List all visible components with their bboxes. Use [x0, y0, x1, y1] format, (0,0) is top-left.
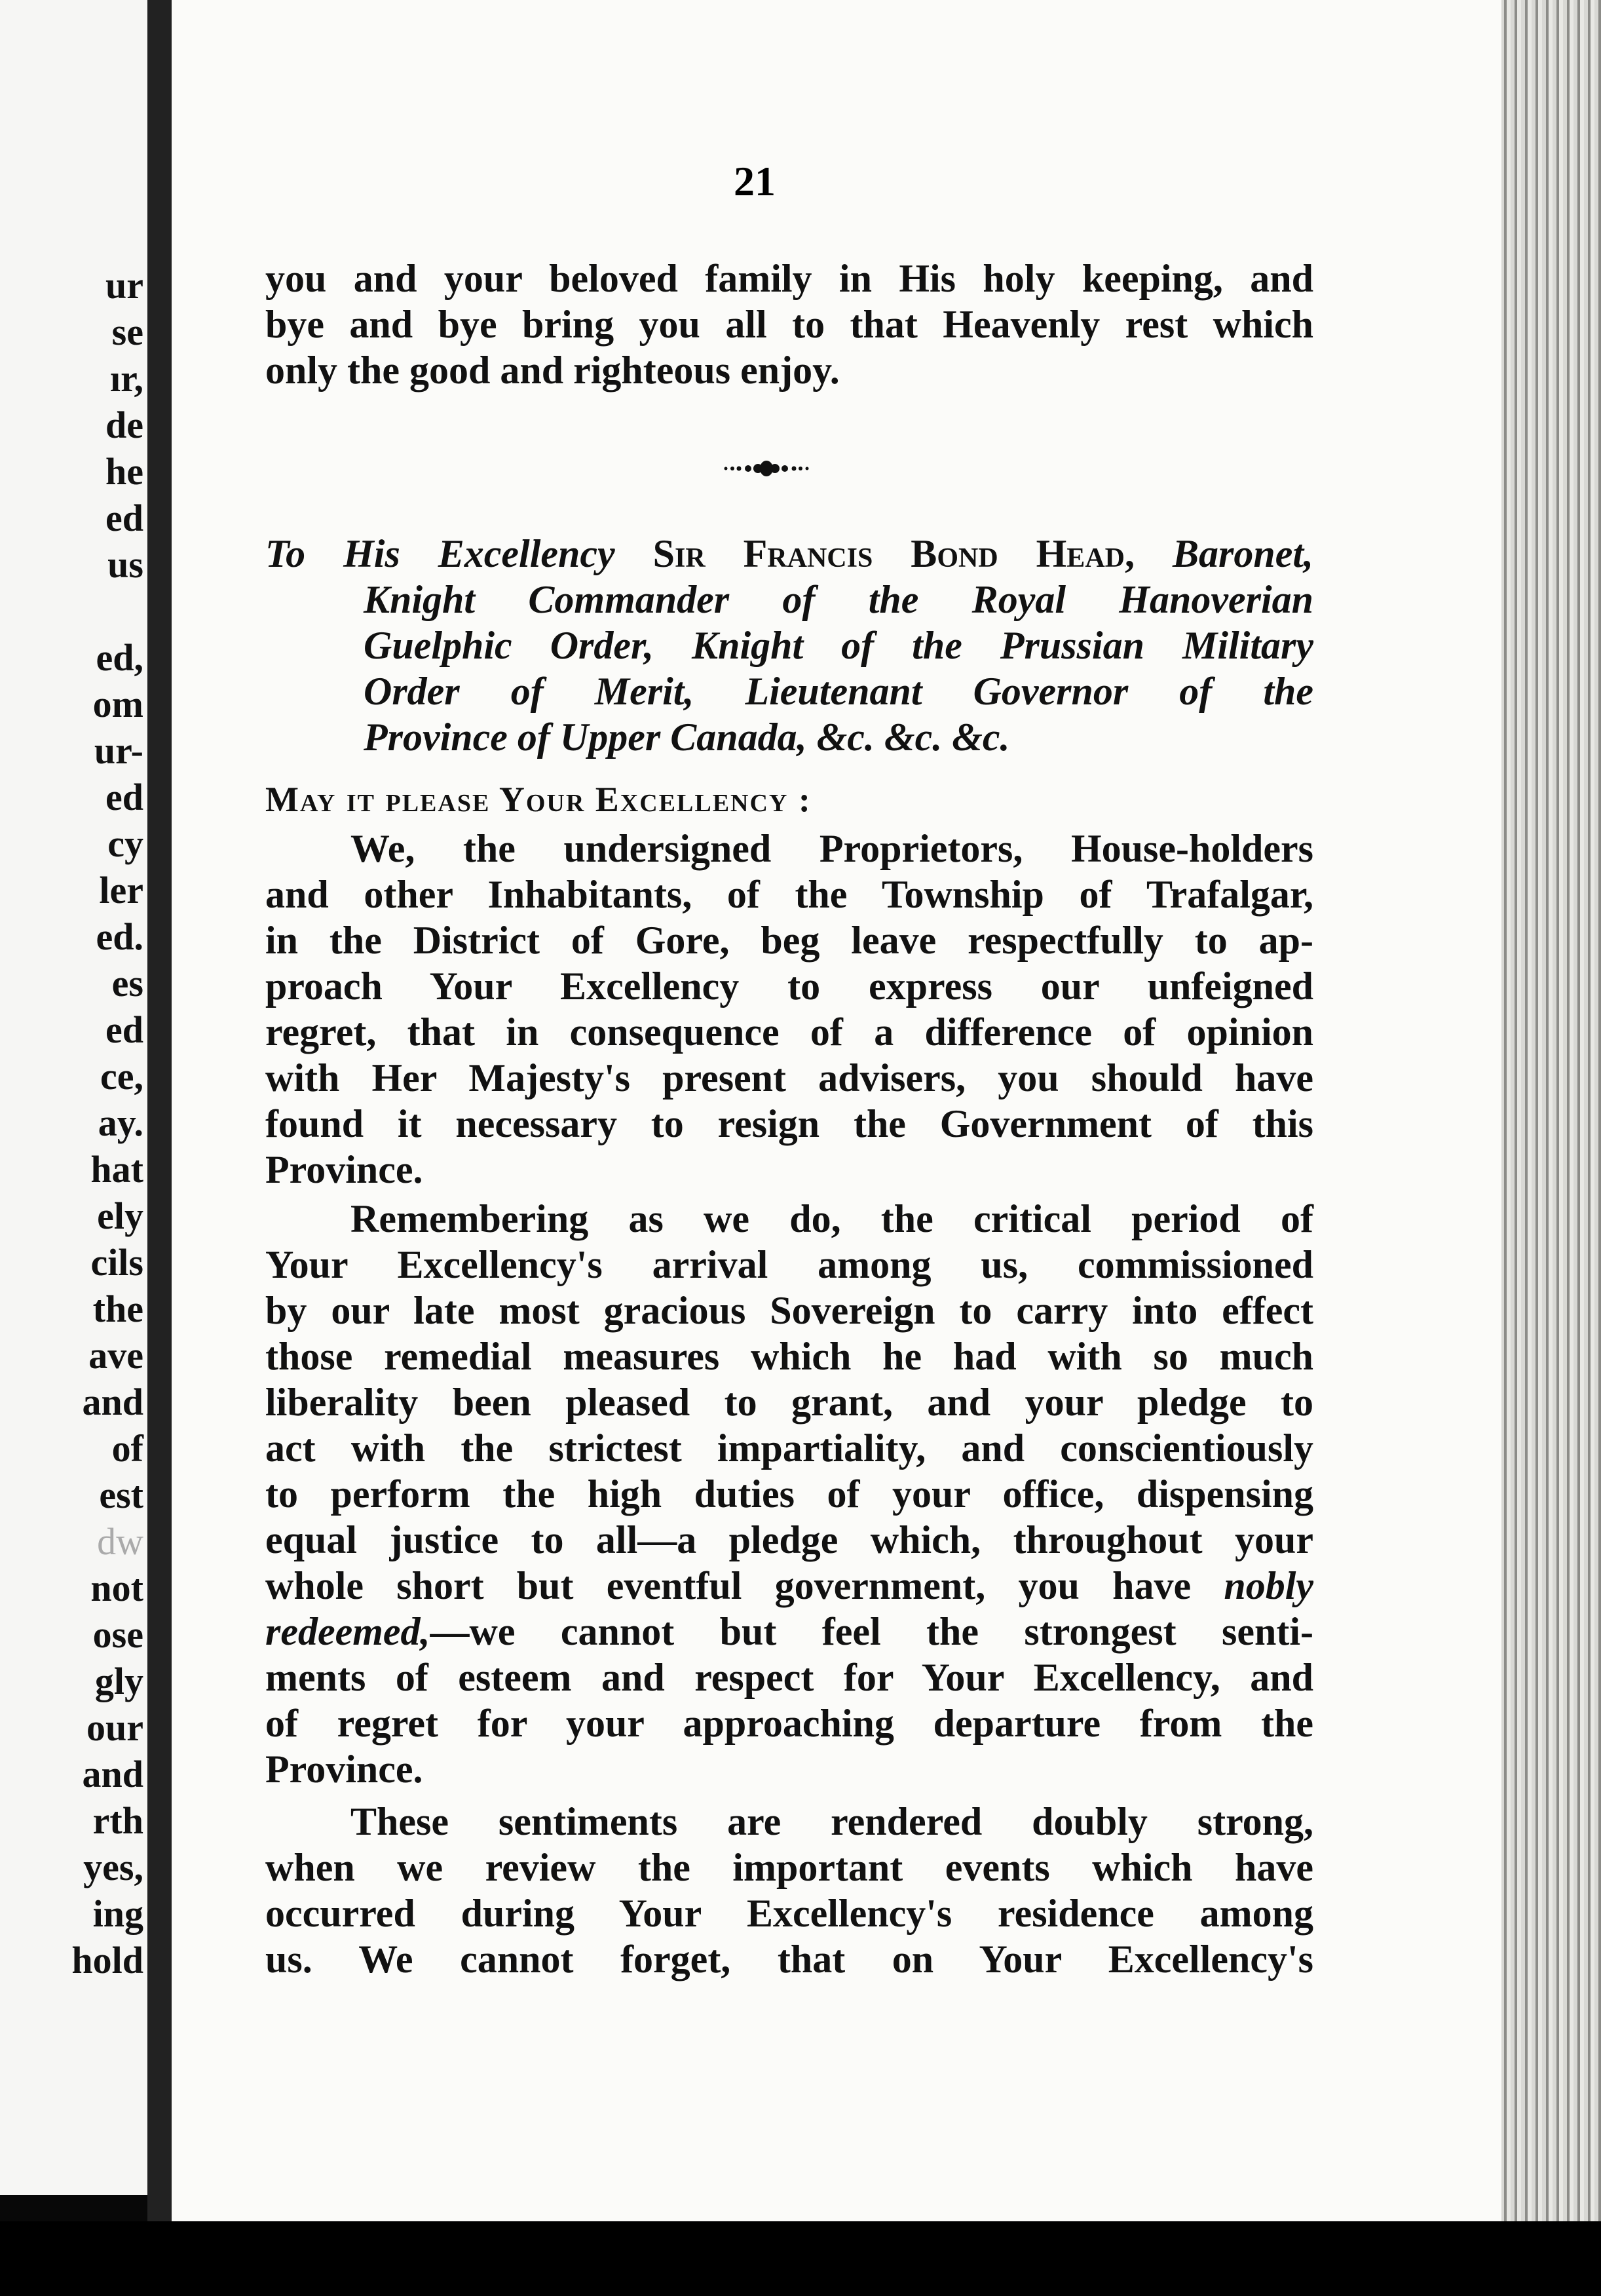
address-prefix: To His Excellency [265, 532, 653, 575]
salutation: May it please Your Excellency : [265, 780, 812, 819]
left-fragment: om [92, 683, 143, 725]
left-fragment: the [92, 1288, 143, 1330]
paragraph-line [265, 1563, 1313, 1609]
address-line-1 [265, 531, 1313, 577]
paragraph-line: liberality been pleased to grant, and your pledge to [265, 1381, 1313, 1424]
left-fragment: ose [92, 1613, 143, 1656]
emphasis-text: redeemed, [265, 1610, 430, 1653]
address-suffix: Baronet, [1134, 532, 1313, 575]
paragraph-line: Your Excellency's arrival among us, commissioned [265, 1243, 1313, 1286]
left-page [0, 0, 147, 2195]
paragraph-line: of regret for your approaching departure from the [265, 1702, 1313, 1745]
paragraph-line: found it necessary to resign the Government of this [265, 1102, 1313, 1145]
left-fragment: ed [105, 1008, 143, 1051]
paragraph-line: with Her Majesty's present advisers, you should have [265, 1056, 1313, 1100]
left-fragment: ed, [96, 636, 143, 679]
left-fragment: gly [94, 1660, 143, 1702]
address-line-5: Province of Upper Canada, &c. &c. &c. [364, 716, 1010, 759]
left-fragment: de [105, 404, 143, 446]
paragraph-line: Province. [265, 1148, 423, 1191]
paragraph-line: when we review the important events which have [265, 1846, 1313, 1889]
left-fragment: he [105, 450, 143, 493]
left-fragment: rth [92, 1799, 143, 1842]
left-fragment [0, 588, 147, 634]
paragraph-line: These sentiments are rendered doubly strong, [350, 1800, 1313, 1843]
paragraph-line [265, 1609, 1313, 1655]
left-fragment: se [111, 311, 143, 353]
paragraph-line: occurred during Your Excellency's residence among [265, 1892, 1313, 1935]
paragraph-line: We, the undersigned Proprietors, House-holders [350, 827, 1313, 870]
address-line-4: Order of Merit, Lieutenant Governor of the [364, 670, 1313, 713]
left-fragment: and [82, 1753, 143, 1795]
paragraph-line: equal justice to all—a pledge which, throughout your [265, 1518, 1313, 1561]
left-fragment: cils [90, 1241, 143, 1284]
emphasis-text: nobly [1224, 1564, 1313, 1607]
left-fragment: ed. [96, 915, 143, 958]
address-line-3: Guelphic Order, Knight of the Prussian Military [364, 624, 1313, 667]
paragraph-text: whole short but eventful government, you have [265, 1564, 1224, 1607]
left-fragment: ed [105, 497, 143, 539]
paragraph-text: —we cannot but feel the strongest senti- [430, 1610, 1313, 1653]
left-fragment: yes, [83, 1846, 143, 1888]
blessing-line: you and your beloved family in His holy keeping, and [265, 257, 1313, 300]
left-fragment: dw [97, 1520, 143, 1563]
left-fragment: cy [107, 822, 143, 865]
left-fragment: ave [88, 1334, 143, 1377]
paragraph-line: proach Your Excellency to express our unfeigned [265, 965, 1313, 1008]
paragraph-line: ments of esteem and respect for Your Excellency, and [265, 1656, 1313, 1699]
address-line-2: Knight Commander of the Royal Hanoverian [364, 578, 1313, 621]
page-number: 21 [734, 158, 776, 204]
paragraph-line: regret, that in consequence of a difference of opinion [265, 1010, 1313, 1054]
ornament-divider [721, 459, 812, 478]
blessing-line: bye and bye bring you all to that Heavenly rest which [265, 303, 1313, 346]
left-fragment: not [90, 1567, 143, 1609]
page-edge [1500, 0, 1601, 2234]
left-fragment: est [99, 1474, 143, 1516]
paragraph-line: in the District of Gore, beg leave respectfully to ap- [265, 919, 1313, 962]
paragraph-line: us. We cannot forget, that on Your Excellency's [265, 1938, 1313, 1981]
left-fragment: ler [99, 869, 143, 911]
paragraph-line: those remedial measures which he had with so much [265, 1335, 1313, 1378]
left-fragment: ay. [98, 1101, 143, 1144]
left-fragment: ır, [109, 357, 143, 400]
left-fragment: ce, [100, 1055, 143, 1098]
left-fragment: ur [105, 264, 143, 307]
bottom-band [0, 2221, 1601, 2296]
paragraph-line: to perform the high duties of your office, dispensing [265, 1472, 1313, 1516]
left-fragment: our [86, 1706, 143, 1749]
left-fragment: and [82, 1381, 143, 1423]
left-fragment: hold [71, 1939, 143, 1981]
paragraph-line: and other Inhabitants, of the Township of Trafalgar, [265, 873, 1313, 916]
left-fragment: us [107, 543, 143, 586]
left-fragment: ing [92, 1892, 143, 1935]
address-name: Sir Francis Bond Head, [652, 532, 1135, 575]
paragraph-line: Province. [265, 1748, 423, 1791]
left-page-fragments [0, 262, 147, 1983]
left-fragment: hat [90, 1148, 143, 1191]
paragraph-line: Remembering as we do, the critical period of [350, 1197, 1313, 1240]
left-fragment: ur- [94, 729, 143, 772]
left-fragment: ely [97, 1195, 143, 1237]
left-fragment: es [111, 962, 143, 1004]
paragraph-line: act with the strictest impartiality, and conscientiously [265, 1426, 1313, 1470]
blessing-line: only the good and righteous enjoy. [265, 349, 840, 392]
paragraph-line: by our late most gracious Sovereign to carry into effect [265, 1289, 1313, 1332]
left-fragment: of [111, 1427, 143, 1470]
left-fragment: ed [105, 776, 143, 818]
